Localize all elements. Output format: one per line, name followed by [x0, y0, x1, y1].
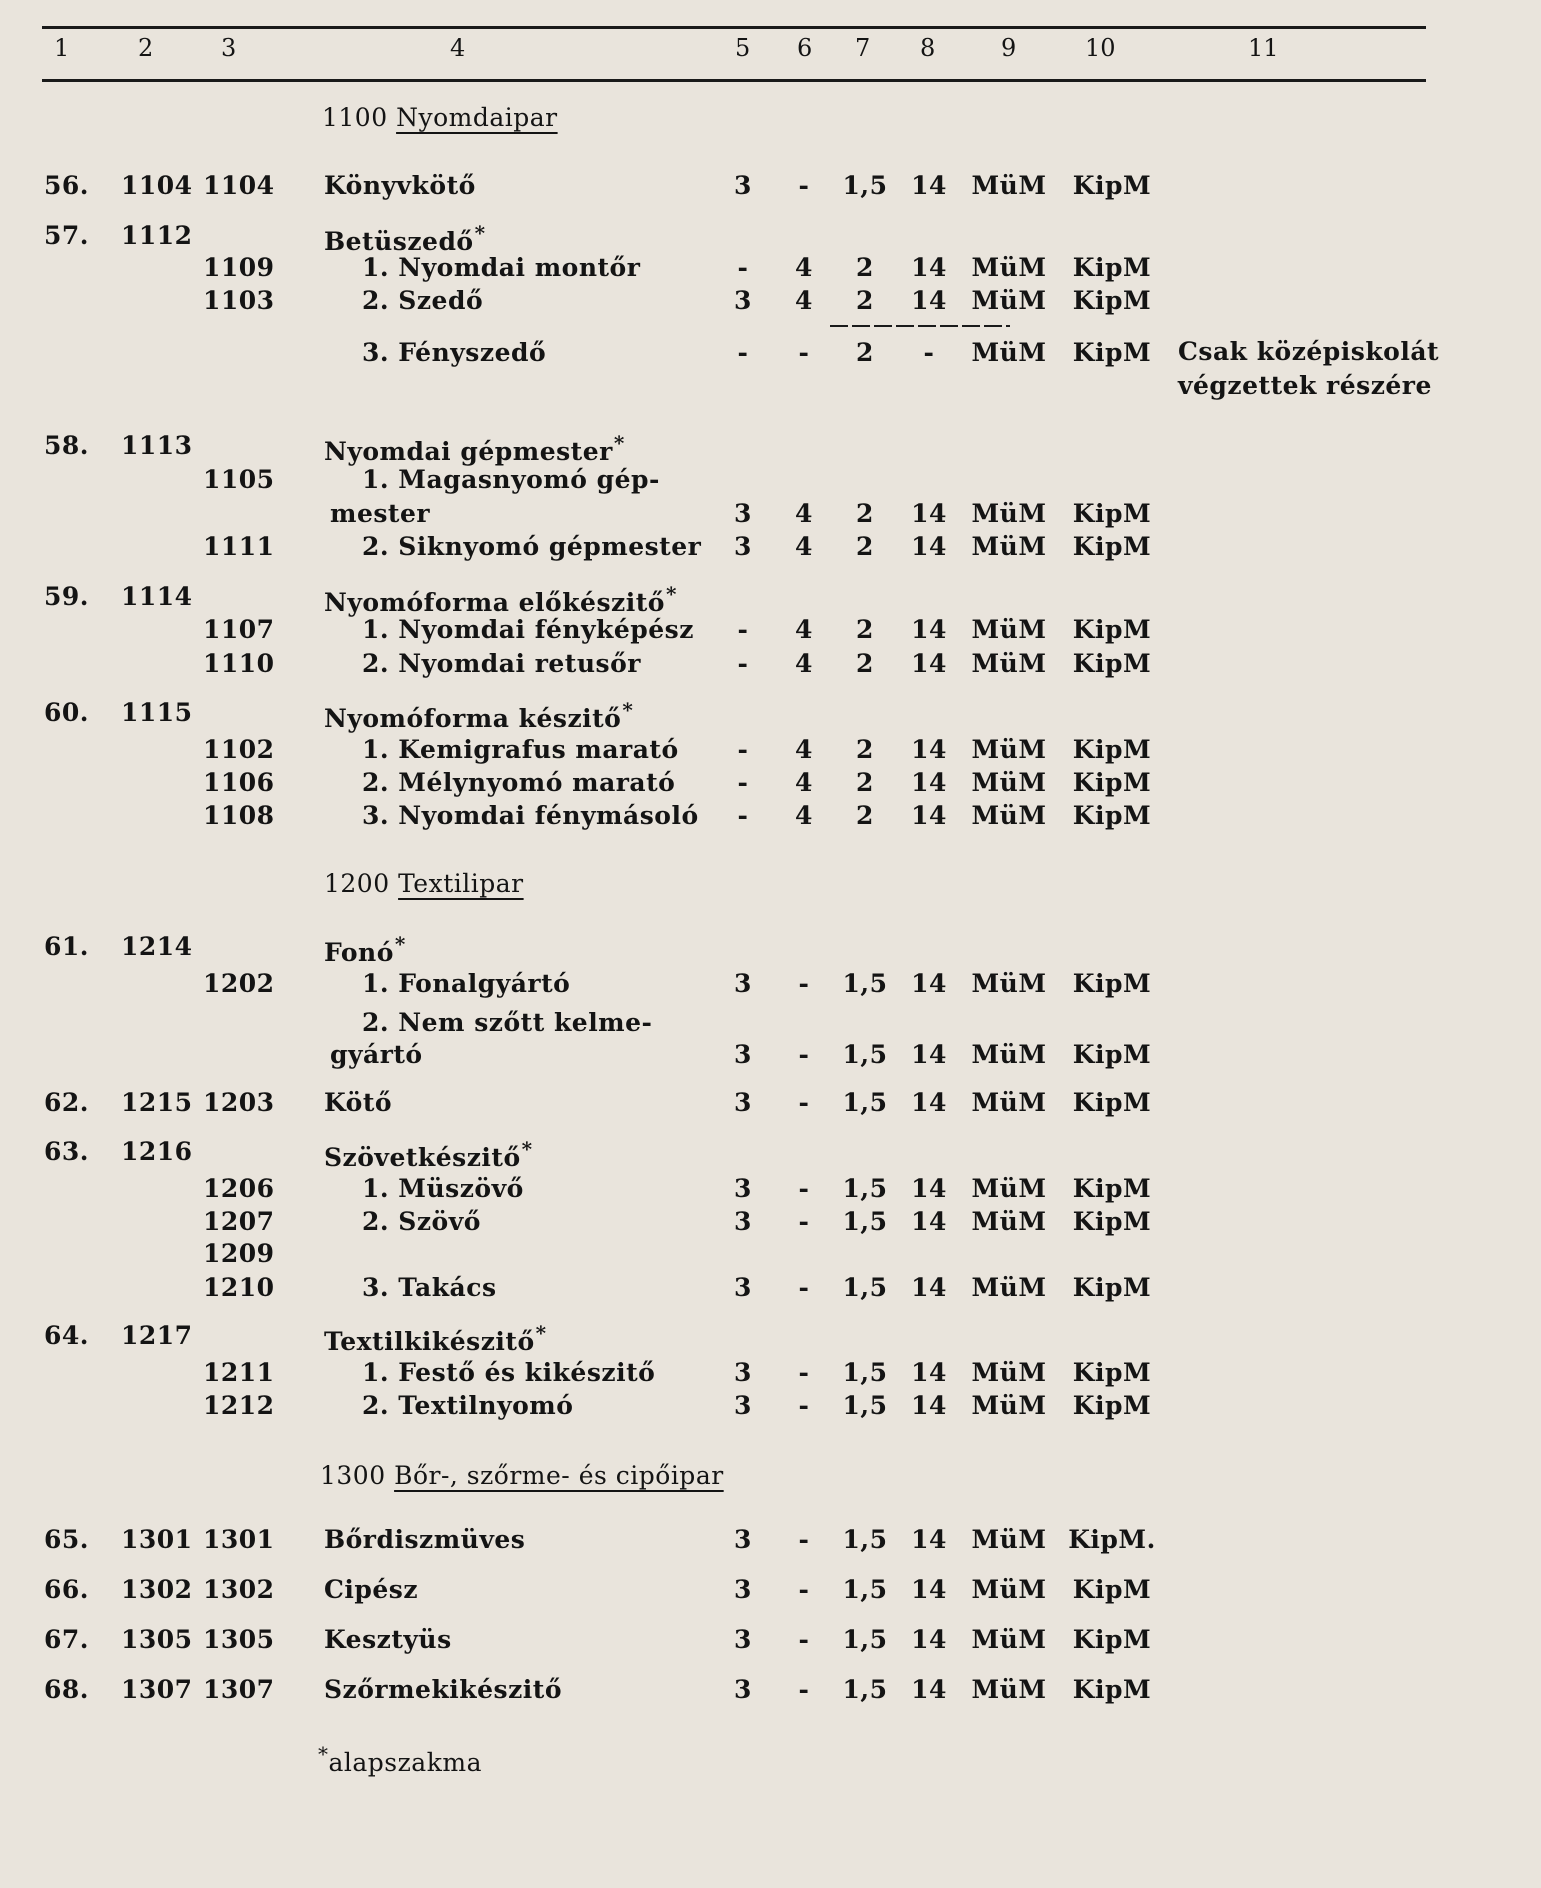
basic-trade-asterisk: * — [521, 1137, 533, 1161]
cell-c5: 3 — [734, 286, 752, 315]
cell-c9: MüM — [971, 801, 1047, 830]
cell-c4: Könyvkötő — [324, 171, 476, 200]
cell-c1: 58. — [44, 431, 89, 460]
cell-c9: MüM — [971, 171, 1047, 200]
cell-c7: 1,5 — [842, 1273, 888, 1302]
cell-c10: KipM — [1072, 1040, 1152, 1069]
cell-c4: Kötő — [324, 1088, 393, 1117]
cell-c6: - — [798, 1391, 810, 1420]
section-code: 1200 — [324, 869, 390, 898]
cell-c2: 1112 — [121, 221, 193, 250]
column-header-1: 1 — [54, 34, 70, 62]
cell-c4 — [324, 1137, 533, 1172]
cell-c2: 1217 — [121, 1321, 193, 1350]
cell-c4: 3. Fényszedő — [362, 338, 547, 367]
cell-c10: KipM — [1072, 1088, 1152, 1117]
cell-c4: 1. Fonalgyártó — [362, 969, 571, 998]
cell-c5: 3 — [734, 1575, 752, 1604]
cell-c4 — [324, 698, 633, 733]
cell-c3: 1206 — [203, 1174, 275, 1203]
cell-c3: 1110 — [203, 649, 275, 678]
section-heading-1300 — [320, 1461, 724, 1490]
cell-c6: - — [798, 1625, 810, 1654]
cell-c6: - — [798, 1207, 810, 1236]
cell-c6: 4 — [795, 735, 813, 764]
cell-c7: 2 — [856, 615, 874, 644]
column-header-3: 3 — [221, 34, 237, 62]
cell-c10: KipM — [1072, 1625, 1152, 1654]
column-header-4: 4 — [450, 34, 466, 62]
cell-c8: 14 — [911, 1675, 947, 1704]
cell-c6: - — [798, 1675, 810, 1704]
cell-c6: - — [798, 1273, 810, 1302]
cell-c6: - — [798, 338, 810, 367]
cell-c4 — [324, 431, 625, 466]
cell-c9: MüM — [971, 286, 1047, 315]
cell-c3: 1102 — [203, 735, 275, 764]
cell-c8: 14 — [911, 969, 947, 998]
cell-c10: KipM — [1072, 171, 1152, 200]
dashed-separator — [830, 325, 1010, 327]
cell-c5: 3 — [734, 171, 752, 200]
cell-c7: 1,5 — [842, 1358, 888, 1387]
column-header-8: 8 — [920, 34, 936, 62]
cell-c4: 1. Kemigrafus marató — [362, 735, 679, 764]
cell-c9: MüM — [971, 499, 1047, 528]
cell-c3: 1202 — [203, 969, 275, 998]
cell-c3: 1203 — [203, 1088, 275, 1117]
cell-c5: 3 — [734, 499, 752, 528]
cell-c6: 4 — [795, 801, 813, 830]
section-code: 1100 — [322, 103, 388, 132]
cell-c8: 14 — [911, 1273, 947, 1302]
cell-c9: MüM — [971, 1273, 1047, 1302]
cell-c1: 56. — [44, 171, 89, 200]
cell-c2: 1216 — [121, 1137, 193, 1166]
cell-c10: KipM — [1072, 1358, 1152, 1387]
basic-trade-asterisk: * — [622, 698, 634, 722]
cell-c8: 14 — [911, 499, 947, 528]
basic-trade-asterisk: * — [394, 932, 406, 956]
cell-c6: - — [798, 171, 810, 200]
cell-c7: 2 — [856, 286, 874, 315]
cell-c1: 68. — [44, 1675, 89, 1704]
cell-c1: 63. — [44, 1137, 89, 1166]
footnote-text: alapszakma — [328, 1748, 482, 1777]
cell-c7: 2 — [856, 649, 874, 678]
cell-c7: 1,5 — [842, 171, 888, 200]
cell-c8: 14 — [911, 768, 947, 797]
cell-c4: Bőrdiszmüves — [324, 1525, 526, 1554]
cell-c9: MüM — [971, 1391, 1047, 1420]
column-header-9: 9 — [1001, 34, 1017, 62]
cell-c5: 3 — [734, 1088, 752, 1117]
cell-c4: 2. Nem szőtt kelme- — [362, 1008, 653, 1037]
cell-c5: 3 — [734, 1273, 752, 1302]
cell-c5: 3 — [734, 1675, 752, 1704]
cell-c8: 14 — [911, 1625, 947, 1654]
cell-c5: - — [737, 338, 749, 367]
cell-c4: 3. Nyomdai fénymásoló — [362, 801, 699, 830]
occupation-name: Textilkikészitő — [324, 1327, 535, 1356]
cell-c4: 1. Nyomdai fényképész — [362, 615, 694, 644]
cell-c9: MüM — [971, 1625, 1047, 1654]
cell-c7: 1,5 — [842, 1625, 888, 1654]
cell-c4: 3. Takács — [362, 1273, 497, 1302]
cell-c8: 14 — [911, 253, 947, 282]
cell-c3: 1107 — [203, 615, 275, 644]
cell-c6: 4 — [795, 253, 813, 282]
cell-c10: KipM — [1072, 338, 1152, 367]
cell-c9: MüM — [971, 1575, 1047, 1604]
cell-c5: 3 — [734, 1358, 752, 1387]
cell-c7: 1,5 — [842, 969, 888, 998]
cell-c2: 1305 — [121, 1625, 193, 1654]
cell-c9: MüM — [971, 1040, 1047, 1069]
cell-c3: 1209 — [203, 1239, 275, 1268]
cell-c4: gyártó — [330, 1040, 423, 1069]
cell-c10: KipM — [1072, 286, 1152, 315]
cell-c8: - — [923, 338, 935, 367]
cell-c7: 2 — [856, 768, 874, 797]
basic-trade-asterisk: * — [474, 221, 486, 245]
occupation-name: Szövetkészitő — [324, 1143, 521, 1172]
cell-c4: 1. Nyomdai montőr — [362, 253, 641, 282]
cell-c1: 64. — [44, 1321, 89, 1350]
cell-c10: KipM — [1072, 1391, 1152, 1420]
cell-c4: 2. Siknyomó gépmester — [362, 532, 702, 561]
cell-c9: MüM — [971, 1358, 1047, 1387]
cell-c4 — [324, 1321, 547, 1356]
cell-c3: 1207 — [203, 1207, 275, 1236]
cell-c8: 14 — [911, 1391, 947, 1420]
cell-c6: - — [798, 1040, 810, 1069]
cell-c2: 1113 — [121, 431, 193, 460]
cell-c7: 1,5 — [842, 1525, 888, 1554]
cell-c8: 14 — [911, 532, 947, 561]
cell-c4: Cipész — [324, 1575, 419, 1604]
cell-c4: 2. Textilnyomó — [362, 1391, 574, 1420]
cell-c3: 1212 — [203, 1391, 275, 1420]
header-bottom-rule — [42, 79, 1426, 82]
cell-c4: 1. Magasnyomó gép- — [362, 465, 660, 494]
column-header-6: 6 — [797, 34, 813, 62]
cell-c9: MüM — [971, 532, 1047, 561]
cell-c8: 14 — [911, 649, 947, 678]
cell-c10: KipM — [1072, 969, 1152, 998]
cell-c4: 1. Festő és kikészitő — [362, 1358, 656, 1387]
cell-c2: 1214 — [121, 932, 193, 961]
occupation-name: Nyomdai gépmester — [324, 437, 613, 466]
cell-c9: MüM — [971, 338, 1047, 367]
cell-c8: 14 — [911, 615, 947, 644]
cell-c10: KipM — [1072, 615, 1152, 644]
cell-c4: 2. Szedő — [362, 286, 484, 315]
cell-c5: - — [737, 768, 749, 797]
cell-c8: 14 — [911, 735, 947, 764]
cell-c6: 4 — [795, 615, 813, 644]
cell-c3: 1108 — [203, 801, 275, 830]
column-header-7: 7 — [855, 34, 871, 62]
section-heading-1200 — [324, 869, 524, 898]
cell-c2: 1302 — [121, 1575, 193, 1604]
cell-c4: mester — [330, 499, 431, 528]
cell-c1: 60. — [44, 698, 89, 727]
cell-c9: MüM — [971, 969, 1047, 998]
cell-c8: 14 — [911, 171, 947, 200]
cell-c7: 2 — [856, 338, 874, 367]
cell-c8: 14 — [911, 1525, 947, 1554]
section-name: Textilipar — [398, 869, 524, 898]
cell-c3: 1104 — [203, 171, 275, 200]
cell-c7: 1,5 — [842, 1675, 888, 1704]
section-name: Nyomdaipar — [396, 103, 558, 132]
cell-c7: 2 — [856, 253, 874, 282]
cell-c7: 1,5 — [842, 1575, 888, 1604]
occupation-name: Nyomóforma előkészitő — [324, 588, 665, 617]
occupation-name: Nyomóforma készitő — [324, 704, 622, 733]
cell-c1: 59. — [44, 582, 89, 611]
cell-c6: - — [798, 1525, 810, 1554]
cell-c5: 3 — [734, 532, 752, 561]
cell-c10: KipM — [1072, 1273, 1152, 1302]
cell-c9: MüM — [971, 615, 1047, 644]
cell-c8: 14 — [911, 1088, 947, 1117]
cell-c8: 14 — [911, 801, 947, 830]
occupation-name: Fonó — [324, 938, 394, 967]
cell-c3: 1211 — [203, 1358, 275, 1387]
cell-c1: 62. — [44, 1088, 89, 1117]
cell-c6: 4 — [795, 768, 813, 797]
cell-c3: 1307 — [203, 1675, 275, 1704]
cell-c3: 1111 — [203, 532, 275, 561]
cell-c1: 61. — [44, 932, 89, 961]
cell-c10: KipM — [1072, 801, 1152, 830]
cell-c4: 2. Szövő — [362, 1207, 481, 1236]
basic-trade-asterisk: * — [665, 582, 677, 606]
remark-line-1: Csak középiskolát — [1178, 337, 1440, 366]
cell-c10: KipM — [1072, 1174, 1152, 1203]
column-header-11: 11 — [1248, 34, 1279, 62]
cell-c10: KipM — [1072, 532, 1152, 561]
cell-c5: 3 — [734, 1625, 752, 1654]
cell-c6: - — [798, 1575, 810, 1604]
cell-c7: 2 — [856, 499, 874, 528]
cell-c8: 14 — [911, 286, 947, 315]
cell-c9: MüM — [971, 1207, 1047, 1236]
column-header-5: 5 — [735, 34, 751, 62]
column-header-2: 2 — [138, 34, 154, 62]
section-heading-1100 — [322, 103, 558, 132]
cell-c5: 3 — [734, 1040, 752, 1069]
cell-c10: KipM. — [1068, 1525, 1156, 1554]
cell-c6: 4 — [795, 499, 813, 528]
cell-c9: MüM — [971, 1174, 1047, 1203]
basic-trade-asterisk: * — [535, 1321, 547, 1345]
cell-c8: 14 — [911, 1575, 947, 1604]
cell-c6: 4 — [795, 532, 813, 561]
cell-c5: 3 — [734, 1391, 752, 1420]
cell-c4 — [324, 932, 406, 967]
cell-c6: 4 — [795, 286, 813, 315]
footnote-asterisk: * — [318, 1742, 329, 1766]
cell-c2: 1215 — [121, 1088, 193, 1117]
cell-c7: 1,5 — [842, 1207, 888, 1236]
cell-c7: 1,5 — [842, 1088, 888, 1117]
cell-c5: - — [737, 615, 749, 644]
cell-c4: 2. Nyomdai retusőr — [362, 649, 641, 678]
footnote — [318, 1742, 482, 1777]
cell-c10: KipM — [1072, 1207, 1152, 1236]
cell-c10: KipM — [1072, 649, 1152, 678]
cell-c9: MüM — [971, 1525, 1047, 1554]
cell-c5: - — [737, 253, 749, 282]
cell-c1: 67. — [44, 1625, 89, 1654]
cell-c10: KipM — [1072, 499, 1152, 528]
cell-c6: - — [798, 1174, 810, 1203]
cell-c10: KipM — [1072, 735, 1152, 764]
cell-c8: 14 — [911, 1207, 947, 1236]
cell-c9: MüM — [971, 1088, 1047, 1117]
cell-c4: 1. Müszövő — [362, 1174, 524, 1203]
cell-c7: 2 — [856, 735, 874, 764]
cell-c7: 1,5 — [842, 1174, 888, 1203]
cell-c9: MüM — [971, 735, 1047, 764]
cell-c9: MüM — [971, 253, 1047, 282]
cell-c3: 1106 — [203, 768, 275, 797]
cell-c6: - — [798, 1358, 810, 1387]
cell-c6: - — [798, 969, 810, 998]
cell-c1: 65. — [44, 1525, 89, 1554]
basic-trade-asterisk: * — [613, 431, 625, 455]
cell-c3: 1109 — [203, 253, 275, 282]
cell-c3: 1305 — [203, 1625, 275, 1654]
cell-c7: 2 — [856, 801, 874, 830]
cell-c10: KipM — [1072, 1675, 1152, 1704]
remark-line-2: végzettek részére — [1178, 371, 1432, 400]
cell-c7: 2 — [856, 532, 874, 561]
cell-c5: 3 — [734, 1525, 752, 1554]
cell-c9: MüM — [971, 768, 1047, 797]
cell-c5: 3 — [734, 1207, 752, 1236]
cell-c2: 1104 — [121, 171, 193, 200]
cell-c5: - — [737, 649, 749, 678]
cell-c8: 14 — [911, 1040, 947, 1069]
cell-c2: 1301 — [121, 1525, 193, 1554]
cell-c2: 1114 — [121, 582, 193, 611]
cell-c10: KipM — [1072, 253, 1152, 282]
cell-c3: 1210 — [203, 1273, 275, 1302]
cell-c4 — [324, 582, 677, 617]
cell-c5: 3 — [734, 1174, 752, 1203]
cell-c7: 1,5 — [842, 1391, 888, 1420]
section-code: 1300 — [320, 1461, 386, 1490]
header-top-rule — [42, 26, 1426, 29]
cell-c10: KipM — [1072, 768, 1152, 797]
cell-c5: - — [737, 801, 749, 830]
cell-c9: MüM — [971, 1675, 1047, 1704]
cell-c1: 57. — [44, 221, 89, 250]
cell-c3: 1301 — [203, 1525, 275, 1554]
cell-c5: - — [737, 735, 749, 764]
cell-c9: MüM — [971, 649, 1047, 678]
cell-c10: KipM — [1072, 1575, 1152, 1604]
occupation-name: Betüszedő — [324, 227, 474, 256]
cell-c6: - — [798, 1088, 810, 1117]
cell-c8: 14 — [911, 1174, 947, 1203]
cell-c4: 2. Mélynyomó marató — [362, 768, 676, 797]
cell-c3: 1105 — [203, 465, 275, 494]
cell-c1: 66. — [44, 1575, 89, 1604]
cell-c3: 1103 — [203, 286, 275, 315]
cell-c7: 1,5 — [842, 1040, 888, 1069]
column-header-10: 10 — [1085, 34, 1116, 62]
cell-c5: 3 — [734, 969, 752, 998]
cell-c2: 1307 — [121, 1675, 193, 1704]
cell-c4 — [324, 221, 486, 256]
cell-c3: 1302 — [203, 1575, 275, 1604]
cell-c2: 1115 — [121, 698, 193, 727]
cell-c4: Szőrmekikészitő — [324, 1675, 562, 1704]
cell-c6: 4 — [795, 649, 813, 678]
cell-c4: Kesztyüs — [324, 1625, 452, 1654]
cell-c8: 14 — [911, 1358, 947, 1387]
section-name: Bőr-, szőrme- és cipőipar — [394, 1461, 724, 1490]
